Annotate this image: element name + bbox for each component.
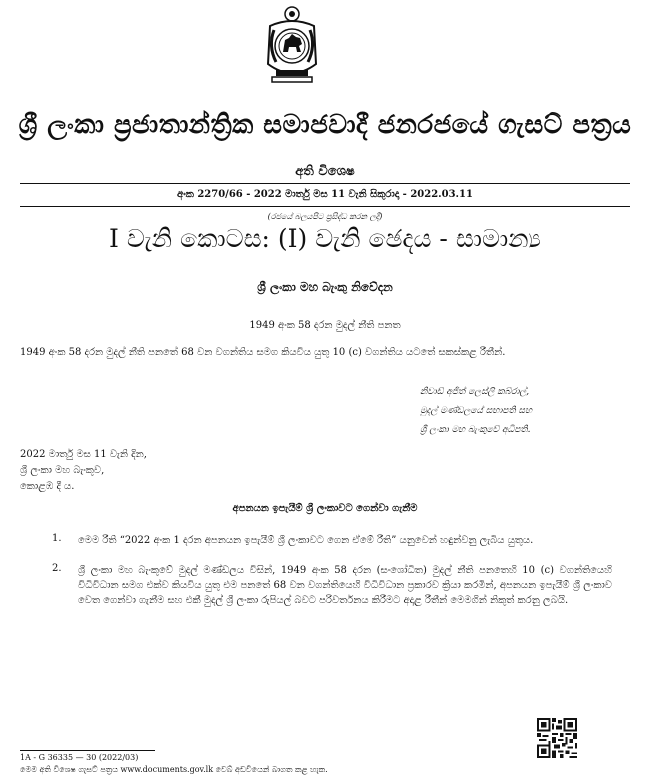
list-item: මෙම රීති “2022 අංක 1 දරන අපනයන ඉපැයීම් ශ්‍රී ලංකාවට ගෙන ඒමේ රීති” යනුවෙන් හඳුන්වනු ලැබිය යුතුය.: [78, 535, 534, 546]
list-item-number: 2.: [52, 563, 62, 574]
authority-note: (රජයේ බලයපිට ප්‍රසිද්ධ කරන ලදී): [267, 212, 383, 221]
date-place-block: [20, 447, 320, 495]
signatory-role: මුදල් මණ්ඩලයේ සභාපති සහ: [420, 406, 533, 416]
place-line: ශ්‍රී ලංකා මහ බැංකුව,: [20, 465, 105, 476]
issue-line: අංක 2270/66 - 2022 මාර්තු මස 11 වැනි සිකුරාදා - 2022.03.11: [177, 189, 473, 200]
gazette-title: ශ්‍රී ලංකා ප්‍රජාතාන්ත්‍රික සමාජවාදී ජනරජයේ ගැසට් පත්‍රය: [18, 110, 632, 140]
list-item: ශ්‍රී ලංකා මහ බැංකුවේ මුදල් මණ්ඩලය විසින්, 1949 අංක 58 දරන (සංශෝධිත) මුදල් නීති පනතෙහි 10 (c) වගන්තියෙහි විධිවිධාන සමග එක්ව කියවිය යුතු එම පනතේ 68 වන වගන්තියෙහි විධිවිධාන ප්‍රකාරව ක්‍රියා කරමින්, අපනයන ඉපැයීම් ශ්‍රී ලංකාව වෙත ගෙන්වා ගැනීම සහ එකී මුදල් ශ්‍රී ලංකා රුපියල් බවට පරිවර්තනය කිරීමට අදාළ රීතීන් මෙමගින් නිකුත් කරනු ලබයි.: [78, 565, 612, 606]
footer-note: මෙම අති විශෙෂ ගැසට් පත්‍රය www.documents.gov.lk වෙබ් අඩවියෙන් බාගත කළ හැක.: [20, 765, 328, 774]
gazette-subtitle: අති විශෙෂ: [295, 164, 355, 179]
date-line: 2022 මාර්තු මස 11 වැනි දින,: [20, 449, 147, 460]
intro-paragraph: 1949 අංක 58 දරන මුදල් නීති පනතේ 68 වන වගන්තිය සමග කියවිය යුතු 10 (c) වගන්තිය යටතේ සකස්කළ රීතීන්.: [20, 347, 506, 358]
section-heading: අපනයන ඉපැයීම් ශ්‍රී ලංකාවට ගෙන්වා ගැනීම: [232, 503, 418, 514]
footer-divider: [20, 750, 155, 751]
state-emblem-icon: [258, 4, 326, 88]
divider: [20, 206, 630, 207]
qr-code-icon: [537, 718, 577, 758]
printing-code: 1A - G 36335 — 30 (2022/03): [20, 753, 139, 762]
list-item-number: 1.: [52, 533, 62, 544]
part-title: I වැනි කොටස: (I) වැනි ඡෙදය - සාමාන්‍ය: [109, 224, 541, 253]
place-line: කොළඹ දී ය.: [20, 481, 75, 492]
signatory-name: නිවාඩ් අජිත් ලෙස්ලි කබ්රාල්,: [420, 387, 530, 397]
act-title: 1949 අංක 58 දරන මුදල් නීති පනත: [249, 320, 401, 331]
notice-title: ශ්‍රී ලංකා මහ බැංකු නිවේදන: [257, 280, 393, 294]
signatory-role: ශ්‍රී ලංකා මහ බැංකුවේ අධිපති.: [420, 425, 531, 435]
signature-block: [420, 383, 620, 440]
divider: [20, 183, 630, 184]
